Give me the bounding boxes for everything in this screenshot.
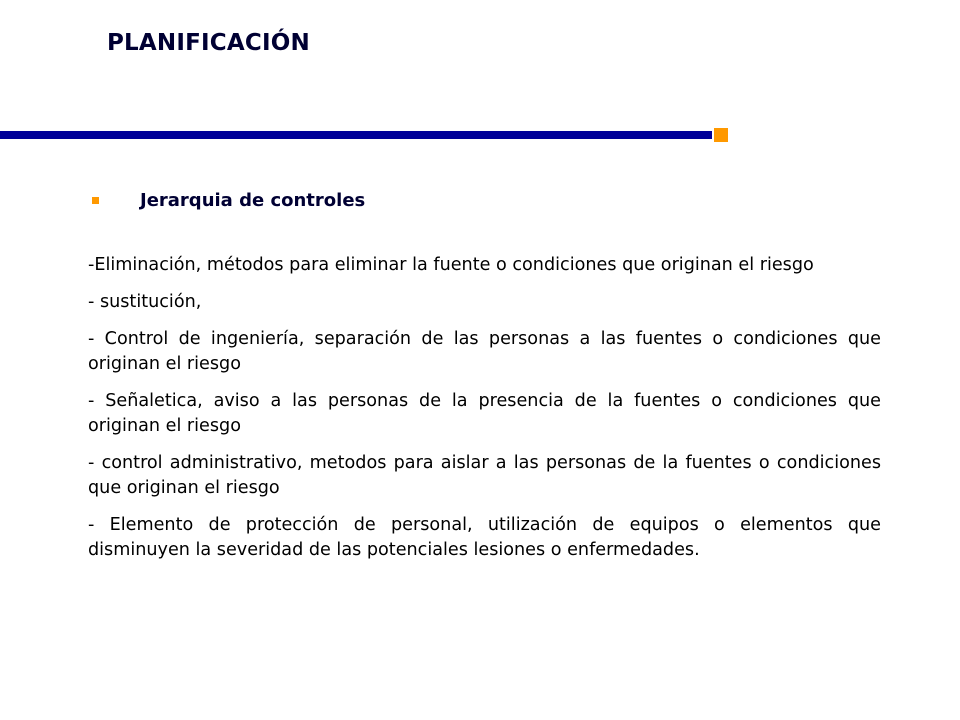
- section-heading: Jerarquia de controles: [140, 190, 366, 211]
- square-bullet-icon: [92, 197, 99, 204]
- list-item-senaletica: - Señaletica, aviso a las personas de la presencia de la fuentes o condiciones que originan el riesgo: [88, 391, 881, 436]
- list-item-proteccion-personal: - Elemento de protección de personal, utilización de equipos o elementos que disminuyen la severidad de las potenciales lesiones o enfermedades.: [88, 515, 881, 560]
- controls-list: [88, 253, 881, 575]
- section-bullet: [92, 190, 365, 211]
- list-item-control-administrativo: - control administrativo, metodos para aislar a las personas de la fuentes o condiciones que originan el riesgo: [88, 453, 881, 498]
- title-rule-bar: [0, 131, 712, 139]
- page-title: PLANIFICACIÓN: [107, 30, 310, 56]
- list-item-sustitucion: - sustitución,: [88, 292, 202, 312]
- title-rule-accent-square: [714, 128, 728, 142]
- list-item-eliminacion: -Eliminación, métodos para eliminar la fuente o condiciones que originan el riesgo: [88, 255, 814, 275]
- list-item-control-ingenieria: - Control de ingeniería, separación de las personas a las fuentes o condiciones que originan el riesgo: [88, 329, 881, 374]
